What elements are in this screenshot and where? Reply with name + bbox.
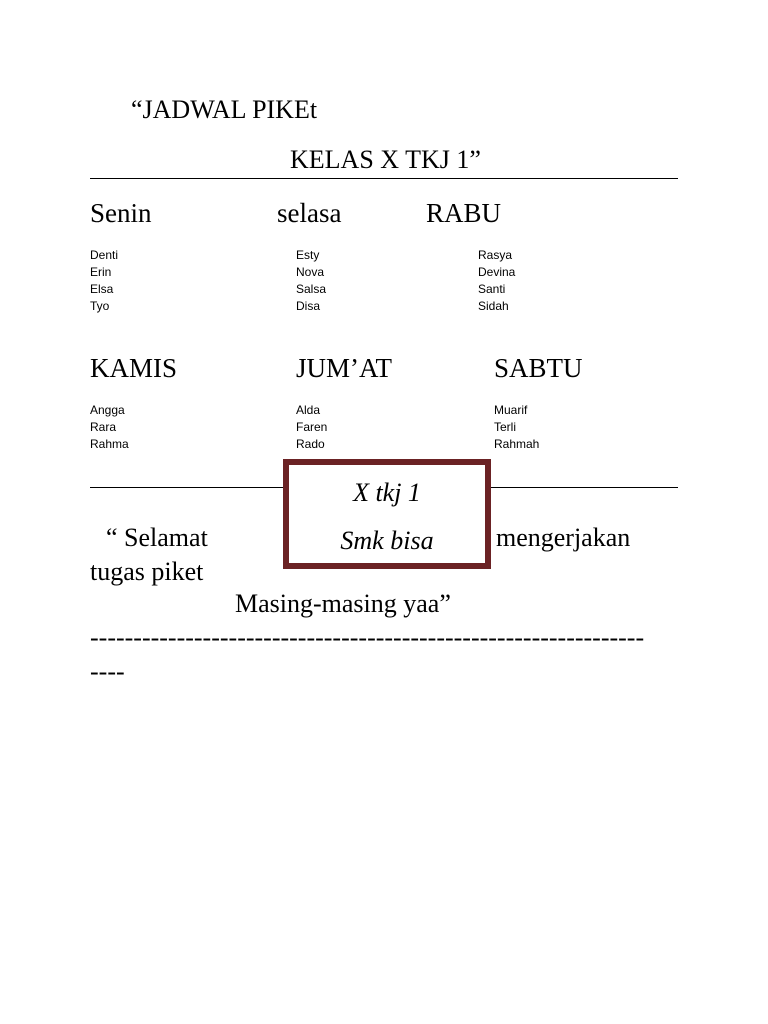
top-divider bbox=[90, 178, 678, 179]
message-part-1: “ Selamat bbox=[106, 523, 208, 552]
name-list-senin bbox=[90, 247, 118, 315]
day-heading-jumat: JUM’AT bbox=[296, 353, 393, 383]
list-item: Elsa bbox=[90, 282, 114, 296]
day-heading-rabu: RABU bbox=[426, 198, 502, 228]
name-list-selasa bbox=[296, 247, 326, 315]
list-item: Devina bbox=[478, 265, 516, 279]
list-item: Muarif bbox=[494, 403, 528, 417]
message-part-2: mengerjakan bbox=[496, 523, 631, 552]
class-stamp-box bbox=[283, 459, 491, 569]
name-list-sabtu bbox=[494, 402, 539, 453]
day-heading-selasa: selasa bbox=[277, 198, 342, 228]
list-item: Alda bbox=[296, 403, 321, 417]
dash-line-2: ---- bbox=[90, 657, 125, 686]
list-item: Rahma bbox=[90, 437, 129, 451]
list-item: Faren bbox=[296, 420, 328, 434]
list-item: Esty bbox=[296, 248, 320, 262]
name-list-kamis bbox=[90, 402, 129, 453]
list-item: Santi bbox=[478, 282, 506, 296]
list-item: Salsa bbox=[296, 282, 327, 296]
list-item: Disa bbox=[296, 299, 321, 313]
list-item: Sidah bbox=[478, 299, 509, 313]
list-item: Angga bbox=[90, 403, 125, 417]
name-list-jumat bbox=[296, 402, 327, 453]
list-item: Rahmah bbox=[494, 437, 540, 451]
list-item: Rara bbox=[90, 420, 117, 434]
list-item: Rado bbox=[296, 437, 325, 451]
day-heading-senin: Senin bbox=[90, 198, 152, 228]
day-heading-kamis: KAMIS bbox=[90, 353, 178, 383]
list-item: Nova bbox=[296, 265, 325, 279]
list-item: Erin bbox=[90, 265, 112, 279]
message-line-3: Masing-masing yaa” bbox=[235, 589, 451, 618]
title-line-2: KELAS X TKJ 1” bbox=[290, 145, 481, 174]
title-line-1: “JADWAL PIKEt bbox=[131, 95, 318, 124]
day-heading-sabtu: SABTU bbox=[494, 353, 583, 383]
stamp-line-2: Smk bisa bbox=[340, 526, 434, 555]
list-item: Tyo bbox=[90, 299, 110, 313]
name-list-rabu bbox=[478, 247, 515, 315]
message-line-2: tugas piket bbox=[90, 557, 204, 586]
stamp-line-1: X tkj 1 bbox=[353, 478, 421, 507]
list-item: Rasya bbox=[478, 248, 513, 262]
list-item: Terli bbox=[494, 420, 517, 434]
list-item: Denti bbox=[90, 248, 119, 262]
dash-line-1: ---------------------------------------------------------------- bbox=[90, 625, 645, 651]
